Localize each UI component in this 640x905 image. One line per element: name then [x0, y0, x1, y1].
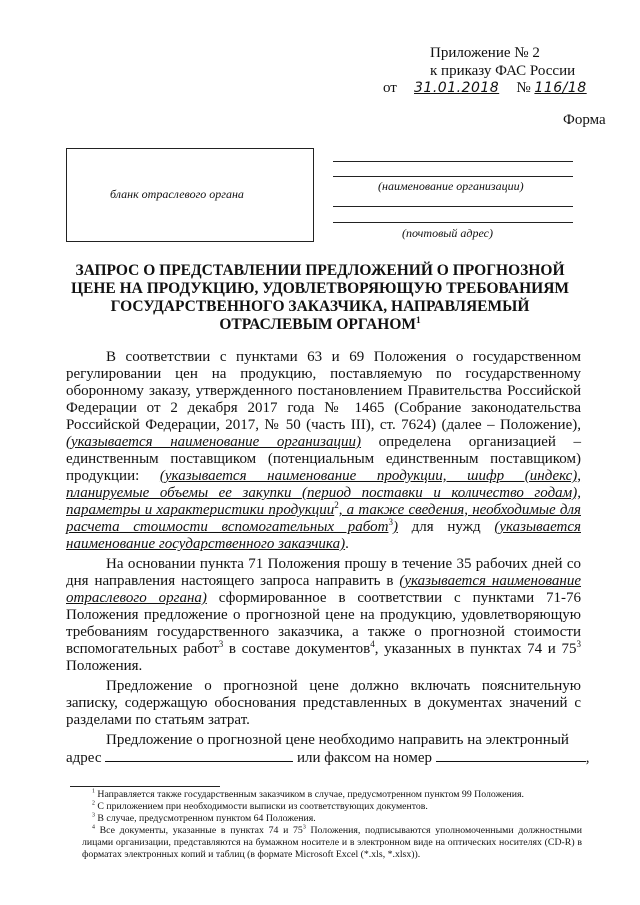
document-body	[66, 349, 590, 767]
p2-authority-placeholder: (указывается наименование отраслевого органа)	[66, 573, 582, 606]
p1-footnote-ref-2: 2	[334, 500, 339, 510]
p4-text-a: Предложение о прогнозной цене необходимо направить на электронный	[106, 732, 569, 748]
address-line-1	[333, 206, 573, 207]
footnote-4	[82, 825, 582, 861]
order-from-label: от	[383, 80, 397, 96]
p1-close-paren: )	[392, 519, 398, 535]
order-date: 31.01.2018	[414, 80, 500, 96]
letterhead-blank-label: бланк отраслевого органа	[110, 187, 244, 201]
footnote-separator	[70, 786, 220, 787]
footnote-4-text2: Положения, подписываются уполномоченными должностными лицами организации, представляются на бумажном носителе и в электронном виде на оптических носителях (CD-R) в форматах электронных копий и таблиц (в формате Microsoft Excel (*.xls, *.xlsx)).	[82, 825, 582, 860]
footnotes	[82, 789, 582, 861]
paragraph-3: Предложение о прогнозной цене должно включать пояснительную записку, содержащую обоснования представленных в документах значений с разделами по статьям затрат.	[66, 678, 581, 728]
p1-text-c: определена организацией – единственным поставщиком (потенциальным единственным поставщиком) продукции:	[66, 434, 582, 484]
order-number-label: №	[516, 80, 531, 96]
footnote-1-text: Направляется также государственным заказчиком в случае, предусмотренном пунктом 99 Положения.	[94, 789, 524, 800]
p2-footnote-ref-3b: 3	[576, 639, 581, 649]
p1-period: .	[345, 536, 349, 552]
org-name-caption: (наименование организации)	[378, 179, 524, 193]
p1-org-placeholder: (указывается наименование организации)	[66, 434, 362, 450]
p4-comma: ,	[585, 750, 590, 766]
form-label: Форма	[563, 112, 606, 128]
footnote-2-marker: 2	[92, 800, 95, 807]
paragraph-2	[66, 556, 581, 675]
appendix-number: Приложение № 2	[430, 45, 540, 61]
document-title-text: ЗАПРОС О ПРЕДСТАВЛЕНИИ ПРЕДЛОЖЕНИЙ О ПРОГНОЗНОЙ ЦЕНЕ НА ПРОДУКЦИЮ, УДОВЛЕТВОРЯЮЩУЮ ТРЕБОВАНИЯМ ГОСУДАРСТВЕННОГО ЗАКАЗЧИКА, НАПРАВЛЯЕМЫЙ ОТРАСЛЕВЫМ ОРГАНОМ	[70, 262, 570, 333]
paragraph-4	[66, 732, 581, 749]
footnote-3-marker: 3	[92, 812, 95, 819]
org-name-line-1	[333, 161, 573, 162]
p4-address-label: адрес	[66, 750, 102, 766]
p2-text-d: в составе документов	[223, 641, 371, 657]
document-title	[60, 262, 580, 334]
paragraph-1	[66, 349, 581, 553]
p1-text-g: для нужд	[397, 519, 495, 535]
footnote-4-ref: 3	[302, 824, 306, 831]
order-number: 116/18	[534, 80, 587, 96]
address-caption: (почтовый адрес)	[402, 226, 493, 240]
footnote-1-marker: 1	[92, 788, 95, 795]
p1-aux-works-placeholder: , а также сведения, необходимые для расчета стоимости вспомогательных работ	[66, 502, 581, 535]
footnote-4-marker: 4	[92, 824, 95, 831]
p2-text-c: сформированное в соответствии с пунктами 71-76 Положения предложение о прогнозной цене на продукцию, удовлетворяющую требованиям государственного заказчика, а также о прогнозной стоимости вспомогательных работ	[66, 590, 581, 657]
p2-text-a: На основании пункта 71 Положения прошу в течение 35 рабочих дней со дня направления настоящего запроса направить в	[66, 556, 581, 589]
p1-customer-placeholder: (указывается наименование государственного заказчика)	[66, 519, 581, 552]
p1-footnote-ref-3: 3	[388, 517, 393, 527]
org-name-line-2	[333, 176, 573, 177]
p4-fax-label: или факсом на номер	[296, 750, 433, 766]
address-line-2	[333, 222, 573, 223]
footnote-2	[82, 801, 582, 813]
footnote-3-text: В случае, предусмотренном пунктом 64 Положения.	[94, 813, 316, 824]
p2-footnote-ref-3a: 3	[218, 639, 224, 649]
p1-text-a: В соответствии с пунктами 63 и 69 Положения о государственном регулировании цен на продукцию, поставляемую по государственному оборонному заказу, утвержденного постановлением Правительства Российской Федерации от 2 декабря 2017 года № 1465 (Собрание законодательства Российской Федерации, 2017, № 50 (часть III), ст. 7624) (далее – Положение),	[66, 349, 581, 433]
footnote-3	[82, 813, 582, 825]
email-blank	[105, 749, 293, 762]
fax-blank	[436, 749, 586, 762]
p2-footnote-ref-4: 4	[370, 639, 375, 649]
title-footnote-ref: 1	[416, 315, 421, 326]
appendix-order-ref: к приказу ФАС России	[430, 63, 576, 79]
p2-text-e: , указанных в пунктах 74 и 75	[374, 641, 577, 657]
footnote-4-text: Все документы, указанные в пунктах 74 и 75	[94, 825, 303, 836]
p2-text-f: Положения.	[66, 658, 143, 674]
p1-product-placeholder: (указывается наименование продукции, шифр (индекс), планируемые объемы ее закупки (период поставки и количество годам), параметры и характеристики продукции	[66, 468, 582, 518]
paragraph-4-contact-line	[66, 749, 590, 767]
order-date-line	[383, 80, 587, 97]
footnote-1	[82, 789, 582, 801]
appendix-header	[430, 44, 575, 80]
footnote-2-text: С приложением при необходимости выписки из соответствующих документов.	[94, 801, 428, 812]
